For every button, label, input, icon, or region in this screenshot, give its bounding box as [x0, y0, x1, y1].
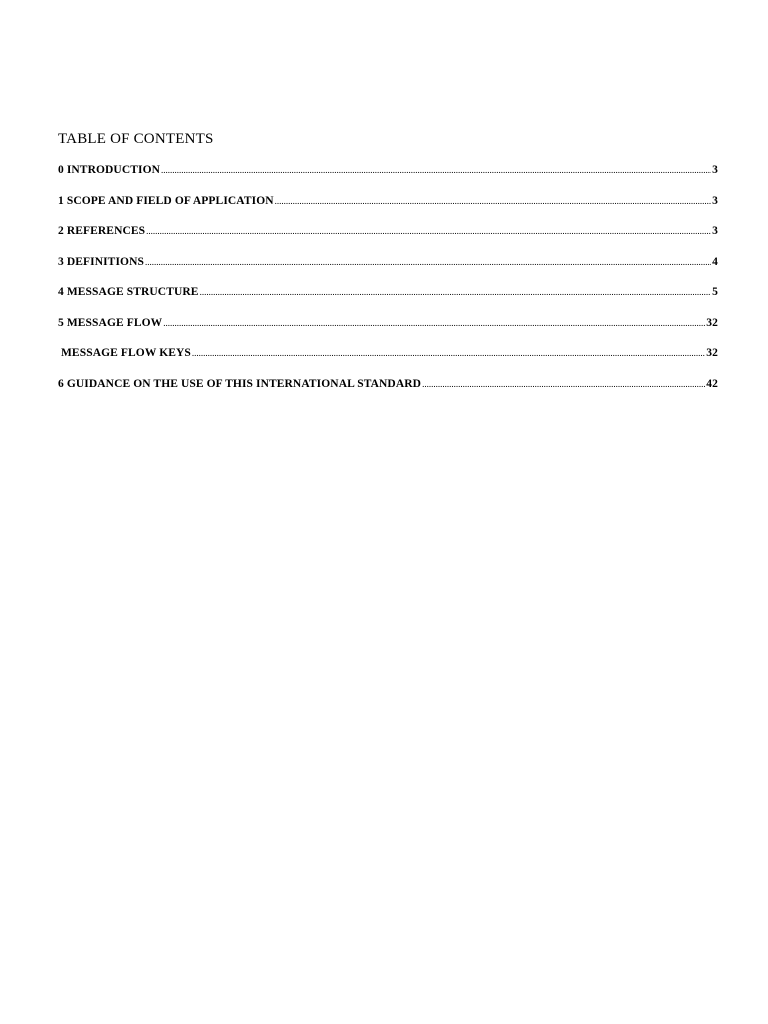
toc-entry-label: 0 INTRODUCTION — [58, 164, 161, 176]
toc-page-number: 32 — [706, 316, 718, 329]
toc-dot-leader — [200, 287, 712, 297]
toc-entry[interactable] — [58, 225, 718, 256]
toc-entry-label: MESSAGE FLOW KEYS — [58, 347, 191, 359]
toc-page-number: 3 — [712, 164, 718, 176]
toc-entry-label: 5 MESSAGE FLOW — [58, 316, 163, 329]
toc-entry[interactable] — [58, 256, 718, 287]
toc-list — [58, 164, 718, 408]
toc-entry[interactable] — [58, 378, 718, 409]
toc-entry[interactable] — [58, 195, 718, 226]
toc-dot-leader — [422, 379, 705, 389]
toc-entry-label: 3 DEFINITIONS — [58, 255, 144, 268]
toc-page-number: 32 — [706, 347, 718, 359]
toc-title: TABLE OF CONTENTS — [58, 131, 214, 147]
toc-page-number: 5 — [712, 286, 718, 298]
toc-page-number: 4 — [712, 255, 718, 268]
toc-dot-leader — [192, 348, 705, 358]
toc-dot-leader — [161, 165, 711, 175]
toc-entry-label: 6 GUIDANCE ON THE USE OF THIS INTERNATIONAL STANDARD — [58, 377, 422, 390]
toc-entry-label: 1 SCOPE AND FIELD OF APPLICATION — [58, 194, 274, 207]
toc-dot-leader — [146, 226, 711, 236]
toc-page-number: 3 — [712, 225, 718, 237]
toc-entry[interactable] — [58, 286, 718, 317]
toc-dot-leader — [275, 196, 711, 206]
toc-dot-leader — [163, 318, 705, 328]
toc-page-number: 3 — [712, 194, 718, 207]
toc-entry[interactable] — [58, 164, 718, 195]
toc-entry-label: 4 MESSAGE STRUCTURE — [58, 286, 199, 298]
toc-entry-label: 2 REFERENCES — [58, 225, 146, 237]
toc-entry[interactable] — [58, 317, 718, 348]
toc-page-number: 42 — [706, 377, 718, 390]
toc-entry[interactable] — [58, 347, 718, 378]
toc-dot-leader — [145, 257, 711, 267]
